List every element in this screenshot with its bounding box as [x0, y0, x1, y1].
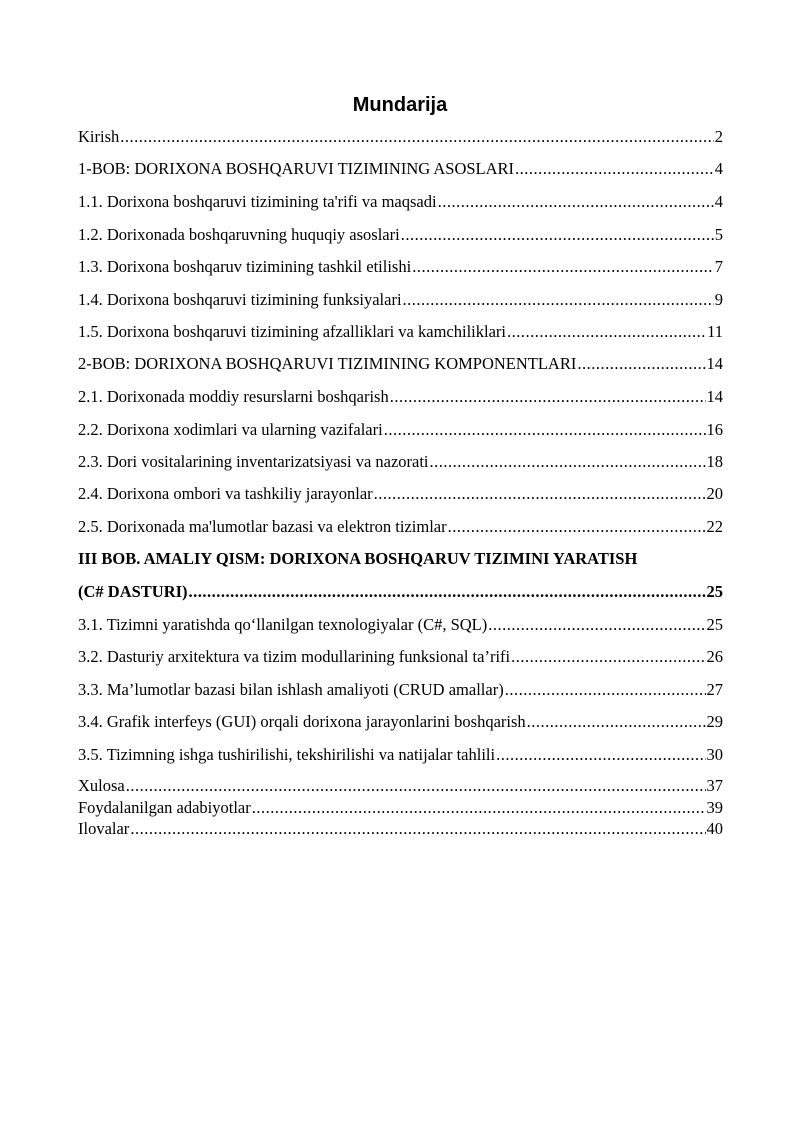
toc-entry: [78, 451, 723, 473]
toc-page-number: 40: [706, 819, 723, 838]
toc-page-number: 39: [706, 798, 723, 817]
toc-entry-label: 1.1. Dorixona boshqaruvi tizimining ta'rifi va maqsadi: [78, 192, 437, 211]
toc-entry-label: 1.5. Dorixona boshqaruvi tizimining afzalliklari va kamchiliklari: [78, 322, 506, 341]
toc-page-number: 2: [714, 127, 723, 146]
toc-page-number: 30: [706, 745, 723, 764]
toc-entry-label: 1.3. Dorixona boshqaruv tizimining tashkil etilishi: [78, 257, 412, 276]
toc-leader: [252, 797, 706, 819]
toc-entry-label: 2.1. Dorixonada moddiy resurslarni boshqarish: [78, 387, 389, 406]
toc-leader: [401, 224, 714, 246]
toc-page-number: 20: [706, 484, 723, 503]
toc-page-number: 9: [714, 290, 723, 309]
toc-page-number: 16: [706, 420, 723, 439]
toc-entry: [78, 818, 723, 840]
toc-leader: [438, 191, 714, 213]
toc-entry: [78, 483, 723, 505]
toc-page-number: 4: [714, 159, 723, 178]
toc-entry: [78, 646, 723, 668]
toc-entry-label: 3.4. Grafik interfeys (GUI) orqali dorixona jarayonlarini boshqarish: [78, 712, 526, 731]
toc-entry: [78, 711, 723, 733]
toc-entry: [78, 797, 723, 819]
toc-entry-label: 3.2. Dasturiy arxitektura va tizim modullarining funksional ta’rifi: [78, 647, 511, 666]
toc-entry-label: 3.3. Ma’lumotlar bazasi bilan ishlash amaliyoti (CRUD amallar): [78, 680, 504, 699]
toc-page-number: 14: [706, 354, 723, 373]
toc-entry: [78, 775, 723, 797]
toc-entry: [78, 581, 723, 603]
toc-leader: [507, 321, 706, 343]
toc-page-number: 26: [706, 647, 723, 666]
toc-entry: [78, 158, 723, 180]
toc-entry: [78, 614, 723, 636]
toc-page-number: 22: [706, 517, 723, 536]
toc-page-number: 11: [707, 322, 723, 341]
toc-leader: [527, 711, 706, 733]
toc-page-number: 27: [706, 680, 723, 699]
toc-page-number: 7: [714, 257, 723, 276]
toc-page-number: 25: [706, 582, 723, 601]
toc-leader: [505, 679, 706, 701]
toc-leader: [577, 353, 705, 375]
toc-page-number: 29: [706, 712, 723, 731]
toc-leader: [130, 818, 705, 840]
toc-entry: [78, 289, 723, 311]
toc-entry: [78, 321, 723, 343]
toc-entry-label: 2.3. Dori vositalarining inventarizatsiyasi va nazorati: [78, 452, 429, 471]
toc-entry-label: 1.4. Dorixona boshqaruvi tizimining funksiyalari: [78, 290, 402, 309]
toc-leader: [120, 126, 714, 148]
toc-entry: [78, 516, 723, 538]
toc-leader: [374, 483, 706, 505]
toc-entry-label: Xulosa: [78, 776, 125, 795]
page-title: Mundarija: [352, 94, 448, 116]
toc-entry: [78, 224, 723, 246]
toc-entry-label: 2.5. Dorixonada ma'lumotlar bazasi va elektron tizimlar: [78, 517, 447, 536]
toc-entry-label: Kirish: [78, 127, 120, 146]
toc-page-number: 25: [706, 615, 723, 634]
toc-leader: [126, 775, 706, 797]
toc-entry: [78, 126, 723, 148]
toc-entry: [78, 353, 723, 375]
toc-page-number: 4: [714, 192, 723, 211]
toc-entry: [78, 679, 723, 701]
toc-leader: [515, 158, 714, 180]
toc-leader: [189, 581, 706, 603]
toc-entry-label: 2.4. Dorixona ombori va tashkiliy jarayonlar: [78, 484, 373, 503]
toc-entry-label: 2.2. Dorixona xodimlari va ularning vazifalari: [78, 420, 383, 439]
toc-entry-label: Foydalanilgan adabiyotlar: [78, 798, 251, 817]
toc-leader: [496, 744, 705, 766]
toc-entry: [78, 191, 723, 213]
toc-leader: [488, 614, 705, 636]
toc-entry-label: (C# DASTURI): [78, 582, 188, 601]
toc-entry-label: 3.5. Tizimning ishga tushirilishi, tekshirilishi va natijalar tahlili: [78, 745, 496, 764]
toc-page-number: 5: [714, 225, 723, 244]
toc-entry-label: 1-BOB: DORIXONA BOSHQARUVI TIZIMINING ASOSLARI: [78, 159, 515, 178]
toc-entry-label: 1.2. Dorixonada boshqaruvning huquqiy asoslari: [78, 225, 400, 244]
toc-entry: [78, 419, 723, 441]
toc-leader: [412, 256, 714, 278]
toc-entry-label: 2-BOB: DORIXONA BOSHQARUVI TIZIMINING KOMPONENTLARI: [78, 354, 577, 373]
toc-entry: [78, 744, 723, 766]
toc-entry: [78, 256, 723, 278]
toc-leader: [384, 419, 706, 441]
toc-page-number: 18: [706, 452, 723, 471]
toc-entry: [78, 386, 723, 408]
toc-leader: [511, 646, 705, 668]
toc-entry-label: 3.1. Tizimni yaratishda qo‘llanilgan texnologiyalar (C#, SQL): [78, 615, 488, 634]
toc-entry-label: Ilovalar: [78, 819, 130, 838]
toc-leader: [403, 289, 714, 311]
toc-page-number: 37: [706, 776, 723, 795]
toc-leader: [448, 516, 706, 538]
toc-leader: [390, 386, 706, 408]
toc-leader: [430, 451, 706, 473]
toc-page-number: 14: [706, 387, 723, 406]
toc-chapter3-heading: III BOB. AMALIY QISM: DORIXONA BOSHQARUV TIZIMINI YARATISH: [78, 549, 638, 568]
